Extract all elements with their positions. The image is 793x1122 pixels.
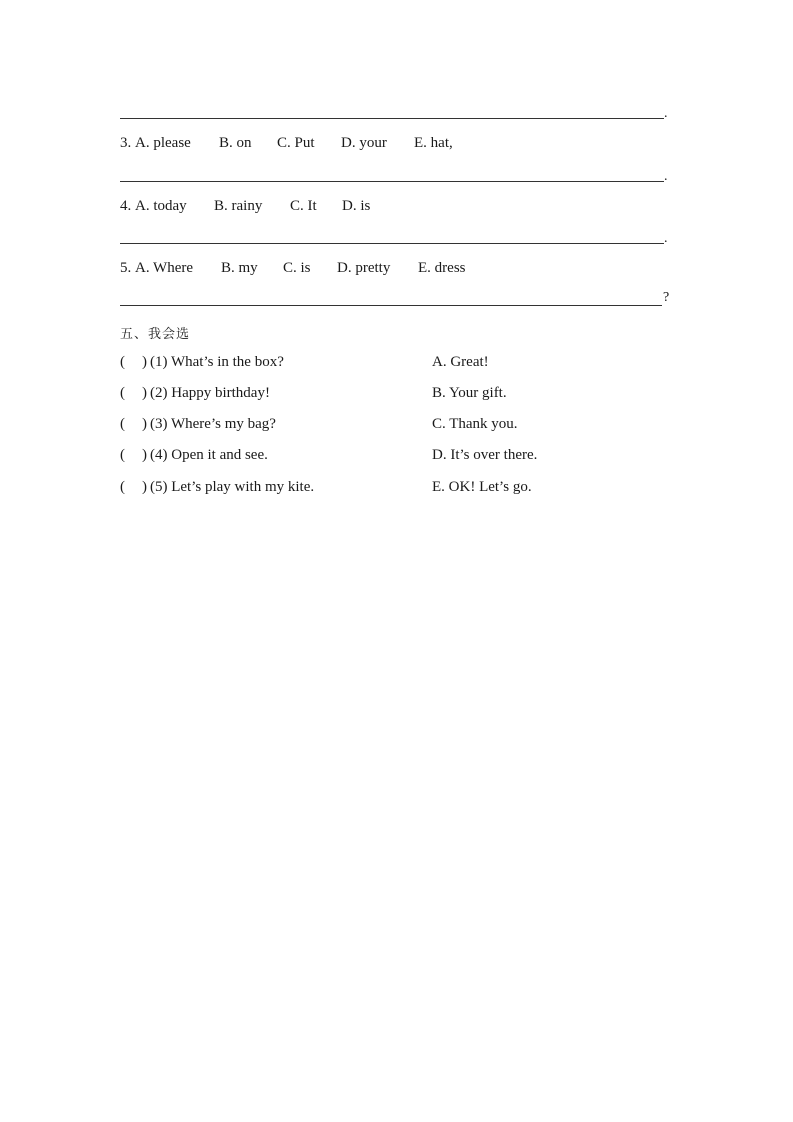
- answer-paren-open: (: [120, 385, 125, 401]
- answer-choice: C. Thank you.: [432, 416, 518, 432]
- option-b: B. rainy: [214, 198, 263, 214]
- option-b: B. on: [219, 135, 252, 151]
- answer-line-2[interactable]: [120, 181, 664, 182]
- option-c: C. It: [290, 198, 317, 214]
- answer-blank[interactable]: [127, 479, 141, 497]
- answer-paren-close: ): [142, 479, 147, 495]
- answer-blank[interactable]: [127, 416, 141, 434]
- option-a: A. Where: [135, 260, 194, 276]
- option-b: B. my: [221, 260, 258, 276]
- item-number: 4.: [120, 198, 132, 214]
- answer-choice: E. OK! Let’s go.: [432, 479, 532, 495]
- item-number: 3.: [120, 135, 132, 151]
- answer-paren-close: ): [142, 385, 147, 401]
- section-title: 五、我会选: [120, 327, 191, 342]
- option-e: E. hat,: [414, 135, 453, 151]
- answer-paren-close: ): [142, 447, 147, 463]
- question-text: (1) What’s in the box?: [150, 354, 284, 370]
- question-text: (2) Happy birthday!: [150, 385, 270, 401]
- answer-blank[interactable]: [127, 447, 141, 465]
- answer-choice: B. Your gift.: [432, 385, 507, 401]
- answer-line-3[interactable]: [120, 243, 664, 244]
- answer-paren-open: (: [120, 447, 125, 463]
- option-a: A. today: [135, 198, 187, 214]
- answer-line-4[interactable]: [120, 305, 662, 306]
- item-number: 5.: [120, 260, 132, 276]
- option-d: D. your: [341, 135, 387, 151]
- answer-paren-close: ): [142, 416, 147, 432]
- option-c: C. is: [283, 260, 311, 276]
- answer-blank[interactable]: [127, 354, 141, 372]
- answer-line-1[interactable]: [120, 118, 664, 119]
- answer-paren-open: (: [120, 354, 125, 370]
- option-d: D. pretty: [337, 260, 391, 276]
- line-end-punct-4: ?: [663, 290, 670, 305]
- question-text: (3) Where’s my bag?: [150, 416, 276, 432]
- option-c: C. Put: [277, 135, 315, 151]
- option-d: D. is: [342, 198, 371, 214]
- line-end-punct-1: .: [664, 106, 668, 121]
- question-text: (4) Open it and see.: [150, 447, 268, 463]
- option-a: A. please: [135, 135, 191, 151]
- option-e: E. dress: [418, 260, 466, 276]
- answer-paren-open: (: [120, 416, 125, 432]
- answer-paren-open: (: [120, 479, 125, 495]
- question-text: (5) Let’s play with my kite.: [150, 479, 315, 495]
- answer-choice: A. Great!: [432, 354, 489, 370]
- line-end-punct-2: .: [664, 169, 668, 184]
- answer-paren-close: ): [142, 354, 147, 370]
- answer-choice: D. It’s over there.: [432, 447, 538, 463]
- answer-blank[interactable]: [127, 385, 141, 403]
- line-end-punct-3: .: [664, 231, 668, 246]
